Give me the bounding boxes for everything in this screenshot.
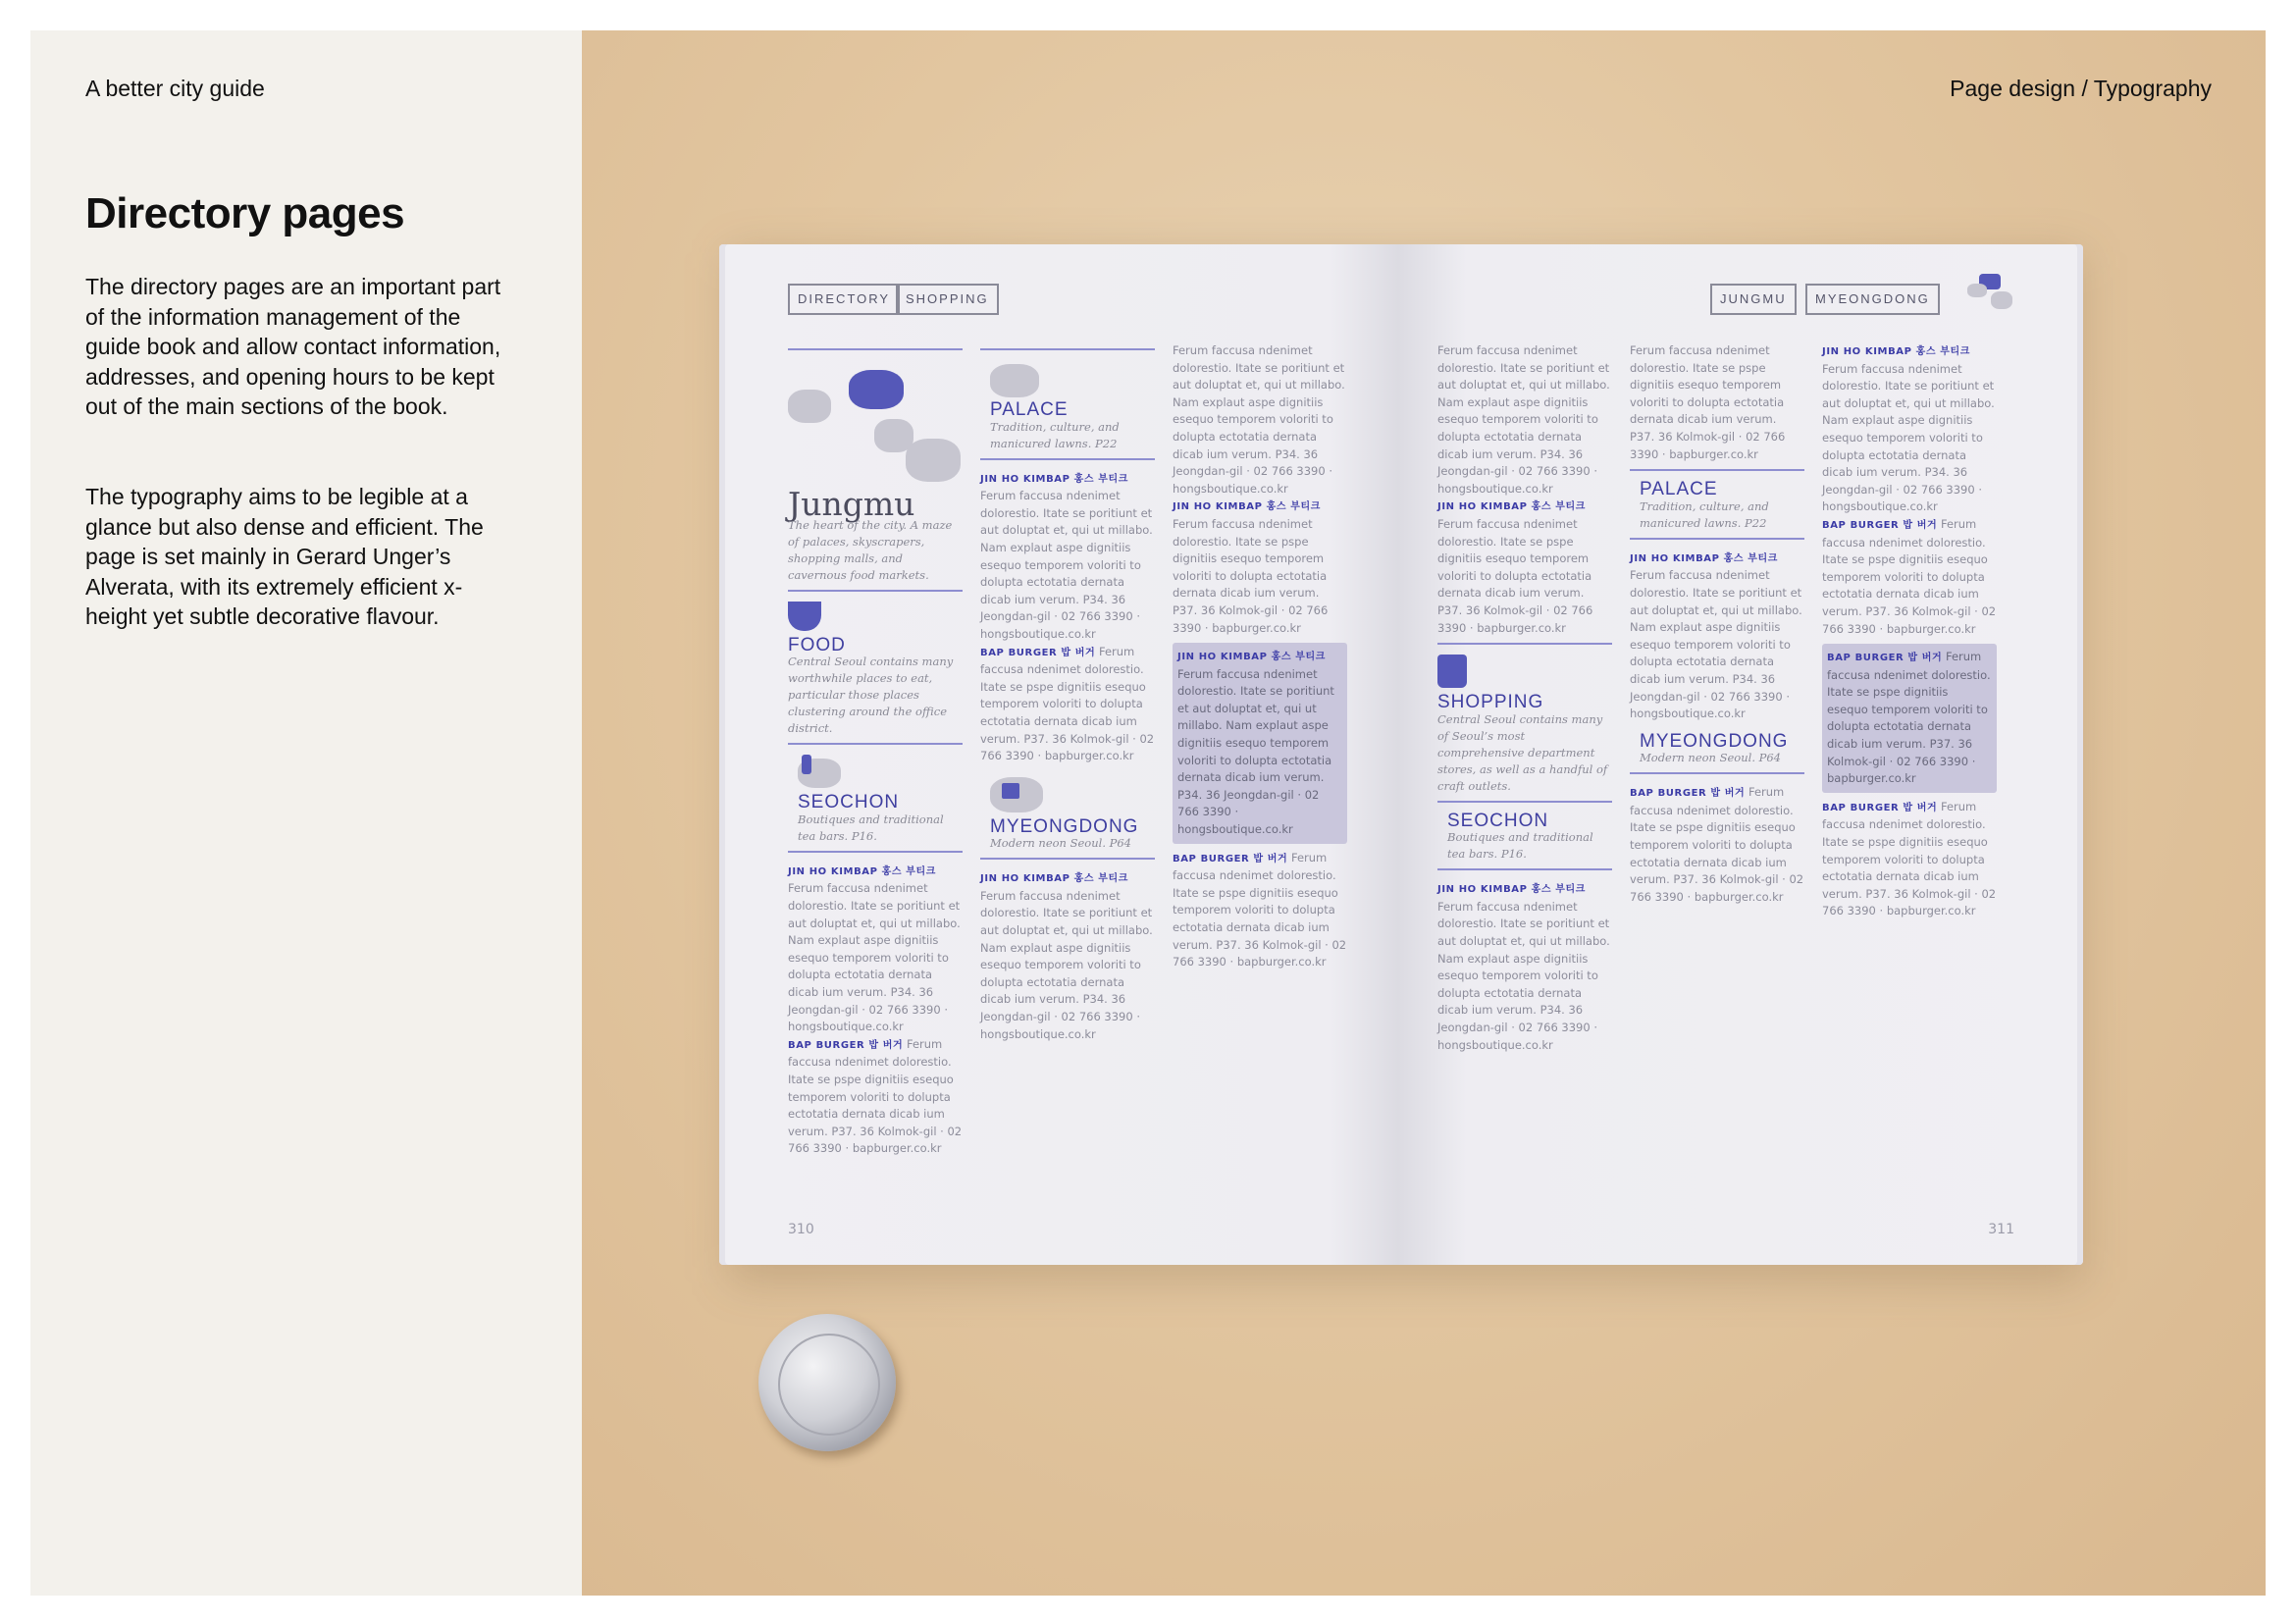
divider xyxy=(1437,868,1612,870)
seochon-description: Boutiques and traditional tea bars. P16. xyxy=(1447,830,1593,862)
entry-text: Ferum faccusa ndenimet dolorestio. Itate se poritiunt et aut doluptat et, qui ut millabo. Nam explaut aspe dignitiis esequo temporem voloriti to dolupta ectotatia dernata dicab ium verum. P34. 36 Jeongdan-gil · 02 766 3390 · hongsboutique.co.kr xyxy=(788,881,961,1034)
left-column-1 xyxy=(788,342,963,1158)
entry-name: BAP BURGER 밥 버거 xyxy=(788,1039,904,1051)
breadcrumb: Page design / Typography xyxy=(1950,76,2212,101)
entry-text: Ferum faccusa ndenimet dolorestio. Itate se poritiunt et aut doluptat et, qui ut millabo. Nam explaut aspe dignitiis esequo temporem voloriti to dolupta ectotatia dernata dicab ium verum. P34. 36 Jeongdan-gil · 02 766 3390 · hongsboutique.co.kr xyxy=(980,489,1153,641)
directory-entry xyxy=(1437,498,1612,637)
divider xyxy=(1437,801,1612,803)
body-paragraph-1: The directory pages are an important part of the information management of the guide book and allow contact information, addresses, and opening hours to be kept out of the main sections of the book. xyxy=(85,274,501,419)
directory-entry xyxy=(1630,342,1804,463)
entry-name: JIN HO KIMBAP 홍스 부티크 xyxy=(1822,346,1971,357)
page-number-left: 310 xyxy=(788,1222,814,1237)
district-name: Jungmu xyxy=(788,485,915,523)
directory-entry xyxy=(788,1036,963,1158)
myeongdong-description: Modern neon Seoul. P64 xyxy=(1640,751,1781,765)
divider xyxy=(1630,538,1804,540)
entry-text: Ferum faccusa ndenimet dolorestio. Itate se poritiunt et aut doluptat et, qui ut millabo. Nam explaut aspe dignitiis esequo temporem voloriti to dolupta ectotatia dernata dicab ium verum. P34. 36 Jeongdan-gil · 02 766 3390 · hongsboutique.co.kr xyxy=(1822,361,1995,514)
page-title: Directory pages xyxy=(85,189,405,237)
divider xyxy=(1630,469,1804,471)
directory-entry xyxy=(1173,850,1347,971)
section-seochon: SEOCHON xyxy=(1447,810,1549,831)
section-myeongdong: MYEONGDONG xyxy=(1640,730,1789,752)
section-seochon: SEOCHON xyxy=(798,792,900,813)
coin xyxy=(758,1314,896,1451)
bowl-icon xyxy=(788,602,821,631)
divider xyxy=(980,458,1155,460)
entry-text: Ferum faccusa ndenimet dolorestio. Itate se pspe dignitiis esequo temporem voloriti to dolupta ectotatia dernata dicab ium verum. P37. 36 Kolmok-gil · 02 766 3390 · bapburger.co.kr xyxy=(1822,516,1997,636)
myeongdong-description: Modern neon Seoul. P64 xyxy=(990,836,1131,851)
entry-name: BAP BURGER 밥 버거 xyxy=(980,647,1096,658)
entry-name: BAP BURGER 밥 버거 xyxy=(1822,802,1938,813)
locator-map xyxy=(1967,274,2016,313)
directory-entry xyxy=(1630,550,1804,723)
palace-description: Tradition, culture, and manicured lawns. P22 xyxy=(1640,498,1769,530)
palace-description: Tradition, culture, and manicured lawns. P22 xyxy=(990,419,1120,450)
directory-entry xyxy=(980,470,1155,644)
directory-entry xyxy=(1173,498,1347,637)
right-column-1 xyxy=(1437,342,1612,1054)
directory-entry xyxy=(1822,342,1997,516)
entry-text: Ferum faccusa ndenimet dolorestio. Itate se poritiunt et aut doluptat et, qui ut millabo. Nam explaut aspe dignitiis esequo temporem voloriti to dolupta ectotatia dernata dicab ium verum. P34. 36 Jeongdan-gil · 02 766 3390 · hongsboutique.co.kr xyxy=(980,888,1153,1041)
entry-text: Ferum faccusa ndenimet dolorestio. Itate se poritiunt et aut doluptat et, qui ut millabo. Nam explaut aspe dignitiis esequo temporem voloriti to dolupta ectotatia dernata dicab ium verum. P34. 36 Jeongdan-gil · 02 766 3390 · hongsboutique.co.kr xyxy=(1173,343,1345,496)
entry-text: Ferum faccusa ndenimet dolorestio. Itate se pspe dignitiis esequo temporem voloriti to dolupta ectotatia dernata dicab ium verum. P37. 36 Kolmok-gil · 02 766 3390 · bapburger.co.kr xyxy=(1630,343,1786,461)
myeongdong-map xyxy=(980,773,1155,816)
entry-text: Ferum faccusa ndenimet dolorestio. Itate se pspe dignitiis esequo temporem voloriti to dolupta ectotatia dernata dicab ium verum. P37. 36 Kolmok-gil · 02 766 3390 · bapburger.co.kr xyxy=(1437,516,1593,635)
divider xyxy=(1630,772,1804,774)
body-paragraph-2: The typography aims to be legible at a glance but also dense and efficient. The page is set mainly in Gerard Unger’s Alverata, with its extremely efficient x-height yet subtle decorative flavour. xyxy=(85,484,484,629)
directory-entry xyxy=(1437,880,1612,1054)
highlighted-entry xyxy=(1822,644,1997,793)
entry-text: Ferum faccusa ndenimet dolorestio. Itate se pspe dignitiis esequo temporem voloriti to dolupta ectotatia dernata dicab ium verum. P37. 36 Kolmok-gil · 02 766 3390 · bapburger.co.kr xyxy=(1827,650,1991,786)
shopping-description: Central Seoul contains many of Seoul’s most comprehensive department stores, as well as a handful of craft outlets. xyxy=(1437,711,1608,793)
section-myeongdong: MYEONGDONG xyxy=(990,815,1139,837)
directory-entry xyxy=(980,869,1155,1043)
divider xyxy=(1437,643,1612,645)
entry-name: BAP BURGER 밥 버거 xyxy=(1630,788,1746,800)
entry-name: JIN HO KIMBAP 홍스 부티크 xyxy=(1630,552,1779,564)
directory-entry xyxy=(1822,516,1997,638)
entry-name: BAP BURGER 밥 버거 xyxy=(1822,519,1938,531)
directory-entry xyxy=(1173,342,1347,498)
left-column-3 xyxy=(1173,342,1347,971)
left-page xyxy=(719,244,1398,1265)
entry-text: Ferum faccusa ndenimet dolorestio. Itate se poritiunt et aut doluptat et, qui ut millabo. Nam explaut aspe dignitiis esequo temporem voloriti to dolupta ectotatia dernata dicab ium verum. P34. 36 Jeongdan-gil · 02 766 3390 · hongsboutique.co.kr xyxy=(1437,343,1610,496)
entry-text: Ferum faccusa ndenimet dolorestio. Itate se poritiunt et aut doluptat et, qui ut millabo. Nam explaut aspe dignitiis esequo temporem voloriti to dolupta ectotatia dernata dicab ium verum. P34. 36 Jeongdan-gil · 02 766 3390 · hongsboutique.co.kr xyxy=(1630,568,1802,721)
directory-entry xyxy=(980,644,1155,765)
tag-jungmu: JUNGMU xyxy=(1710,284,1797,315)
shopping-bag-icon xyxy=(1437,655,1467,688)
tag-shopping: SHOPPING xyxy=(896,284,999,315)
tag-directory: DIRECTORY xyxy=(788,284,900,315)
entry-name: JIN HO KIMBAP 홍스 부티크 xyxy=(788,865,937,877)
seochon-map xyxy=(798,755,963,792)
district-description: The heart of the city. A maze of palaces, skyscrapers, shopping malls, and cavernous food markets. xyxy=(788,517,953,582)
book-photograph xyxy=(582,30,2266,1596)
entry-text: Ferum faccusa ndenimet dolorestio. Itate se pspe dignitiis esequo temporem voloriti to dolupta ectotatia dernata dicab ium verum. P37. 36 Kolmok-gil · 02 766 3390 · bapburger.co.kr xyxy=(1173,850,1347,969)
entry-text: Ferum faccusa ndenimet dolorestio. Itate se pspe dignitiis esequo temporem voloriti to dolupta ectotatia dernata dicab ium verum. P37. 36 Kolmok-gil · 02 766 3390 · bapburger.co.kr xyxy=(1630,785,1804,904)
food-description: Central Seoul contains many worthwhile places to eat, particular those places clustering around the office district. xyxy=(788,655,954,736)
coin-rim xyxy=(778,1334,880,1436)
entry-name: JIN HO KIMBAP 홍스 부티크 xyxy=(1177,652,1327,663)
entry-name: JIN HO KIMBAP 홍스 부티크 xyxy=(1437,501,1587,513)
section-eyebrow: A better city guide xyxy=(85,76,265,101)
section-palace: PALACE xyxy=(1640,479,1718,500)
open-book xyxy=(719,244,2083,1265)
directory-entry xyxy=(1822,799,1997,920)
directory-entry xyxy=(1630,784,1804,906)
directory-entry xyxy=(788,863,963,1036)
entry-name: BAP BURGER 밥 버거 xyxy=(1827,653,1943,664)
palace-map xyxy=(980,360,1155,399)
entry-name: JIN HO KIMBAP 홍스 부티크 xyxy=(980,473,1129,485)
entry-name: JIN HO KIMBAP 홍스 부티크 xyxy=(1437,884,1587,896)
entry-text: Ferum faccusa ndenimet dolorestio. Itate se pspe dignitiis esequo temporem voloriti to dolupta ectotatia dernata dicab ium verum. P37. 36 Kolmok-gil · 02 766 3390 · bapburger.co.kr xyxy=(1822,799,1997,918)
section-shopping: SHOPPING xyxy=(1437,692,1544,713)
text-panel xyxy=(30,30,582,1596)
entry-text: Ferum faccusa ndenimet dolorestio. Itate se pspe dignitiis esequo temporem voloriti to dolupta ectotatia dernata dicab ium verum. P37. 36 Kolmok-gil · 02 766 3390 · bapburger.co.kr xyxy=(980,644,1155,763)
divider xyxy=(788,743,963,745)
entry-text: Ferum faccusa ndenimet dolorestio. Itate se pspe dignitiis esequo temporem voloriti to dolupta ectotatia dernata dicab ium verum. P37. 36 Kolmok-gil · 02 766 3390 · bapburger.co.kr xyxy=(788,1036,963,1156)
right-column-2 xyxy=(1630,342,1804,906)
slide-frame xyxy=(30,30,2266,1596)
entry-text: Ferum faccusa ndenimet dolorestio. Itate se poritiunt et aut doluptat et, qui ut millabo. Nam explaut aspe dignitiis esequo temporem voloriti to dolupta ectotatia dernata dicab ium verum. P34. 36 Jeongdan-gil · 02 766 3390 · hongsboutique.co.kr xyxy=(1177,666,1334,837)
divider xyxy=(788,348,963,350)
right-page xyxy=(1398,244,2083,1265)
page-number-right: 311 xyxy=(1988,1222,2014,1237)
entry-name: JIN HO KIMBAP 홍스 부티크 xyxy=(1173,501,1322,513)
divider xyxy=(980,348,1155,350)
entry-name: JIN HO KIMBAP 홍스 부티크 xyxy=(980,873,1129,885)
tag-myeongdong: MYEONGDONG xyxy=(1805,284,1940,315)
right-column-3 xyxy=(1822,342,1997,920)
highlighted-entry xyxy=(1173,643,1347,844)
divider xyxy=(788,590,963,592)
entry-text: Ferum faccusa ndenimet dolorestio. Itate se poritiunt et aut doluptat et, qui ut millabo. Nam explaut aspe dignitiis esequo temporem voloriti to dolupta ectotatia dernata dicab ium verum. P34. 36 Jeongdan-gil · 02 766 3390 · hongsboutique.co.kr xyxy=(1437,899,1610,1052)
district-map xyxy=(788,360,963,488)
divider xyxy=(980,858,1155,860)
left-column-2 xyxy=(980,342,1155,1043)
section-food: FOOD xyxy=(788,634,846,655)
divider xyxy=(788,851,963,853)
entry-name: BAP BURGER 밥 버거 xyxy=(1173,853,1288,864)
entry-text: Ferum faccusa ndenimet dolorestio. Itate se pspe dignitiis esequo temporem voloriti to dolupta ectotatia dernata dicab ium verum. P37. 36 Kolmok-gil · 02 766 3390 · bapburger.co.kr xyxy=(1173,516,1329,635)
directory-entry xyxy=(1437,342,1612,498)
seochon-description: Boutiques and traditional tea bars. P16. xyxy=(798,812,944,843)
section-palace: PALACE xyxy=(990,399,1069,420)
